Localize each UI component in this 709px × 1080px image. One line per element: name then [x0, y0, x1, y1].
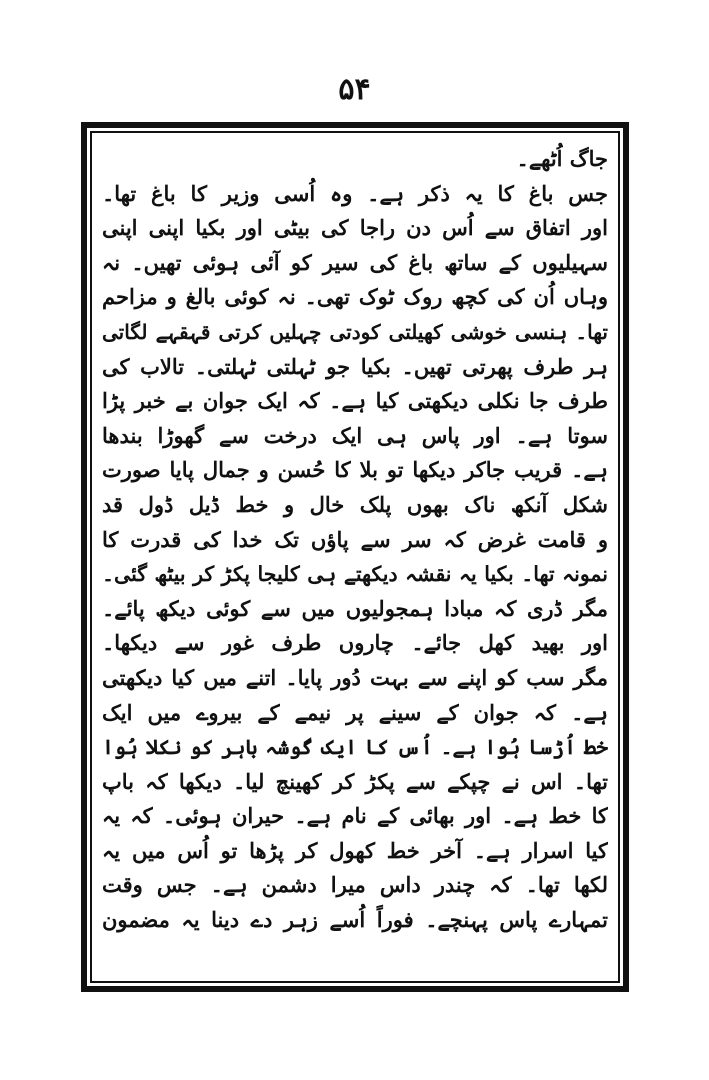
text-line: تھا۔ اس نے چپکے سے پکڑ کر کھینچ لیا۔ دیکھا کہ باپ: [102, 768, 608, 794]
text-line: نمونہ تھا۔ بکیا یہ نقشہ دیکھتے ہی کلیجا پکڑ کر بیٹھ گئی۔: [102, 562, 608, 587]
text-line: اور اتفاق سے اُس دن راجا کی بیٹی اور بکیا اپنی اپنی: [102, 215, 608, 241]
text-line: شکل آنکھ ناک بھوں پلک خال و خط ڈیل ڈول قد: [102, 491, 608, 517]
text-line: خط اُڑسا ہُوا ہے۔ اُس کا ایک گوشہ باہر کو نکلا ہُوا: [102, 735, 608, 760]
text-line: جاگ اُٹھے۔: [516, 146, 608, 171]
text-line: سوتا ہے۔ اور پاس ہی ایک درخت سے گھوڑا بندھا: [102, 422, 608, 448]
text-line: جس باغ کا یہ ذکر ہے۔ وہ اُسی وزیر کا باغ تھا۔: [102, 180, 608, 206]
text-line: تھا۔ ہنسی خوشی کھیلتی کودتی چہلیں کرتی قہقہے لگاتی: [102, 319, 608, 344]
text-line: تمہارے پاس پہنچے۔ فوراً اُسے زہر دے دینا یہ مضمون: [102, 907, 608, 933]
page-number: ۵۴: [338, 72, 371, 107]
text-line: ہے۔ قریب جاکر دیکھا تو بلا کا حُسن و جمال پایا صورت: [102, 457, 608, 483]
text-line: سہیلیوں کے ساتھ باغ کی سیر کو آئی ہوئی تھیں۔ نہ: [102, 249, 608, 275]
text-line: لکھا تھا۔ کہ چندر داس میرا دشمن ہے۔ جس وقت: [102, 872, 608, 898]
text-line: ہر طرف پھرتی تھیں۔ بکیا جو ٹہلتی ٹہلتی۔ تالاب کی: [102, 353, 608, 379]
text-line: کیا اسرار ہے۔ آخر خط کھول کر پڑھا تو اُس میں یہ: [102, 837, 608, 863]
text-line: وہاں اُن کی کچھ روک ٹوک تھی۔ نہ کوئی بالغ و مزاحم: [102, 284, 608, 310]
text-line: مگر سب کو اپنے سے بہت دُور پایا۔ اتنے میں کیا دیکھتی: [102, 664, 608, 690]
text-line: و قامت غرض کہ سر سے پاؤں تک خدا کی قدرت کا: [102, 526, 608, 552]
text-line: طرف جا نکلی دیکھتی کیا ہے۔ کہ ایک جوان بے خبر پڑا: [102, 388, 608, 414]
text-line: ہے۔ کہ جوان کے سینے پر نیمے کے بیروے میں ایک: [102, 699, 608, 725]
text-line: مگر ڈری کہ مبادا ہمجولیوں میں سے کوئی دیکھ پائے۔: [102, 595, 608, 621]
body-text: [102, 142, 608, 972]
text-line: اور بھید کھل جائے۔ چاروں طرف غور سے دیکھا۔: [102, 630, 608, 656]
text-line: کا خط ہے۔ اور بھائی کے نام ہے۔ حیران ہوئی۔ کہ یہ: [102, 803, 608, 829]
